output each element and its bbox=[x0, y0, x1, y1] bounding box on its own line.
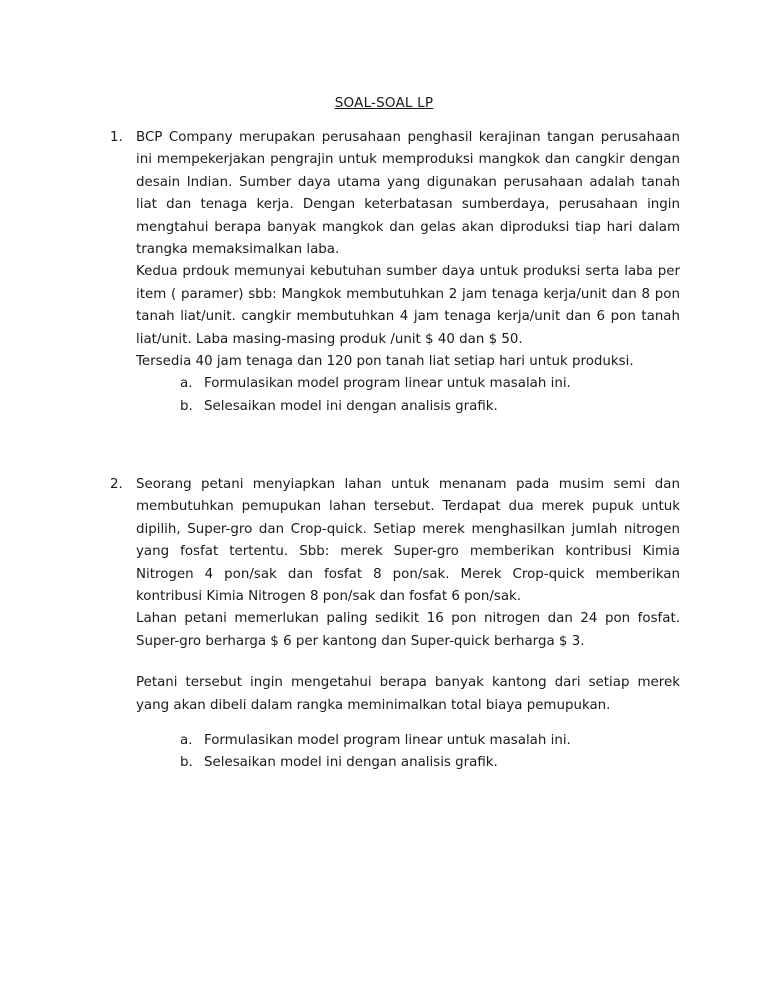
task-list bbox=[136, 373, 680, 418]
question-paragraph: Kedua prdouk memunyai kebutuhan sumber daya untuk produksi serta laba per item ( paramer) sbb: Mangkok membutuhkan 2 jam tenaga kerja/unit dan 8 pon tanah liat/unit. cangkir membutuhkan 4 jam tenaga kerja/unit dan 6 pon tanah liat/unit. Laba masing-masing produk /unit $ 40 dan $ 50. bbox=[136, 264, 680, 347]
page-title bbox=[0, 95, 768, 111]
task-item bbox=[180, 373, 680, 395]
task-item bbox=[180, 752, 680, 774]
task-marker: a. bbox=[180, 376, 193, 392]
question-paragraph: Lahan petani memerlukan paling sedikit 16 pon nitrogen dan 24 pon fosfat. Super-gro berharga $ 6 per kantong dan Super-quick berharga $ 3. bbox=[136, 611, 680, 649]
question-paragraph: Petani tersebut ingin mengetahui berapa banyak kantong dari setiap merek yang akan dibeli dalam rangka meminimalkan total biaya pemupukan. bbox=[136, 675, 680, 713]
task-item bbox=[180, 396, 680, 418]
page-title-text: SOAL-SOAL LP bbox=[334, 95, 434, 111]
task-item bbox=[180, 730, 680, 752]
task-text: Selesaikan model ini dengan analisis grafik. bbox=[204, 755, 498, 771]
question-body bbox=[136, 474, 680, 775]
question-paragraph: Seorang petani menyiapkan lahan untuk menanam pada musim semi dan membutuhkan pemupukan lahan tersebut. Terdapat dua merek pupuk untuk dipilih, Super-gro dan Crop-quick. Setiap merek menghasilkan jumlah nitrogen yang fosfat tertentu. Sbb: merek Super-gro memberikan kontribusi Kimia Nitrogen 4 pon/sak dan fosfat 8 pon/sak. Merek Crop-quick memberikan kontribusi Kimia Nitrogen 8 pon/sak dan fosfat 6 pon/sak. bbox=[136, 477, 680, 605]
question-number: 1. bbox=[110, 130, 123, 145]
question-1 bbox=[110, 127, 680, 418]
task-marker: b. bbox=[180, 755, 193, 771]
task-list bbox=[136, 730, 680, 775]
question-body bbox=[136, 127, 680, 418]
paragraph-gap bbox=[136, 717, 680, 730]
task-marker: a. bbox=[180, 733, 193, 749]
task-text: Formulasikan model program linear untuk masalah ini. bbox=[204, 376, 571, 392]
question-paragraph: Tersedia 40 jam tenaga dan 120 pon tanah liat setiap hari untuk produksi. bbox=[136, 354, 634, 370]
task-text: Formulasikan model program linear untuk masalah ini. bbox=[204, 733, 571, 749]
question-2 bbox=[110, 474, 680, 775]
question-paragraph: BCP Company merupakan perusahaan penghasil kerajinan tangan perusahaan ini mempekerjakan pengrajin untuk memproduksi mangkok dan cangkir dengan desain Indian. Sumber daya utama yang digunakan perusahaan adalah tanah liat dan tenaga kerja. Dengan keterbatasan sumberdaya, perusahaan ingin mengtahui berapa banyak mangkok dan gelas akan diproduksi tiap hari dalam trangka memaksimalkan laba. bbox=[136, 130, 680, 258]
question-number: 2. bbox=[110, 477, 123, 492]
task-text: Selesaikan model ini dengan analisis grafik. bbox=[204, 398, 498, 414]
task-marker: b. bbox=[180, 398, 193, 414]
paragraph-gap bbox=[136, 653, 680, 672]
